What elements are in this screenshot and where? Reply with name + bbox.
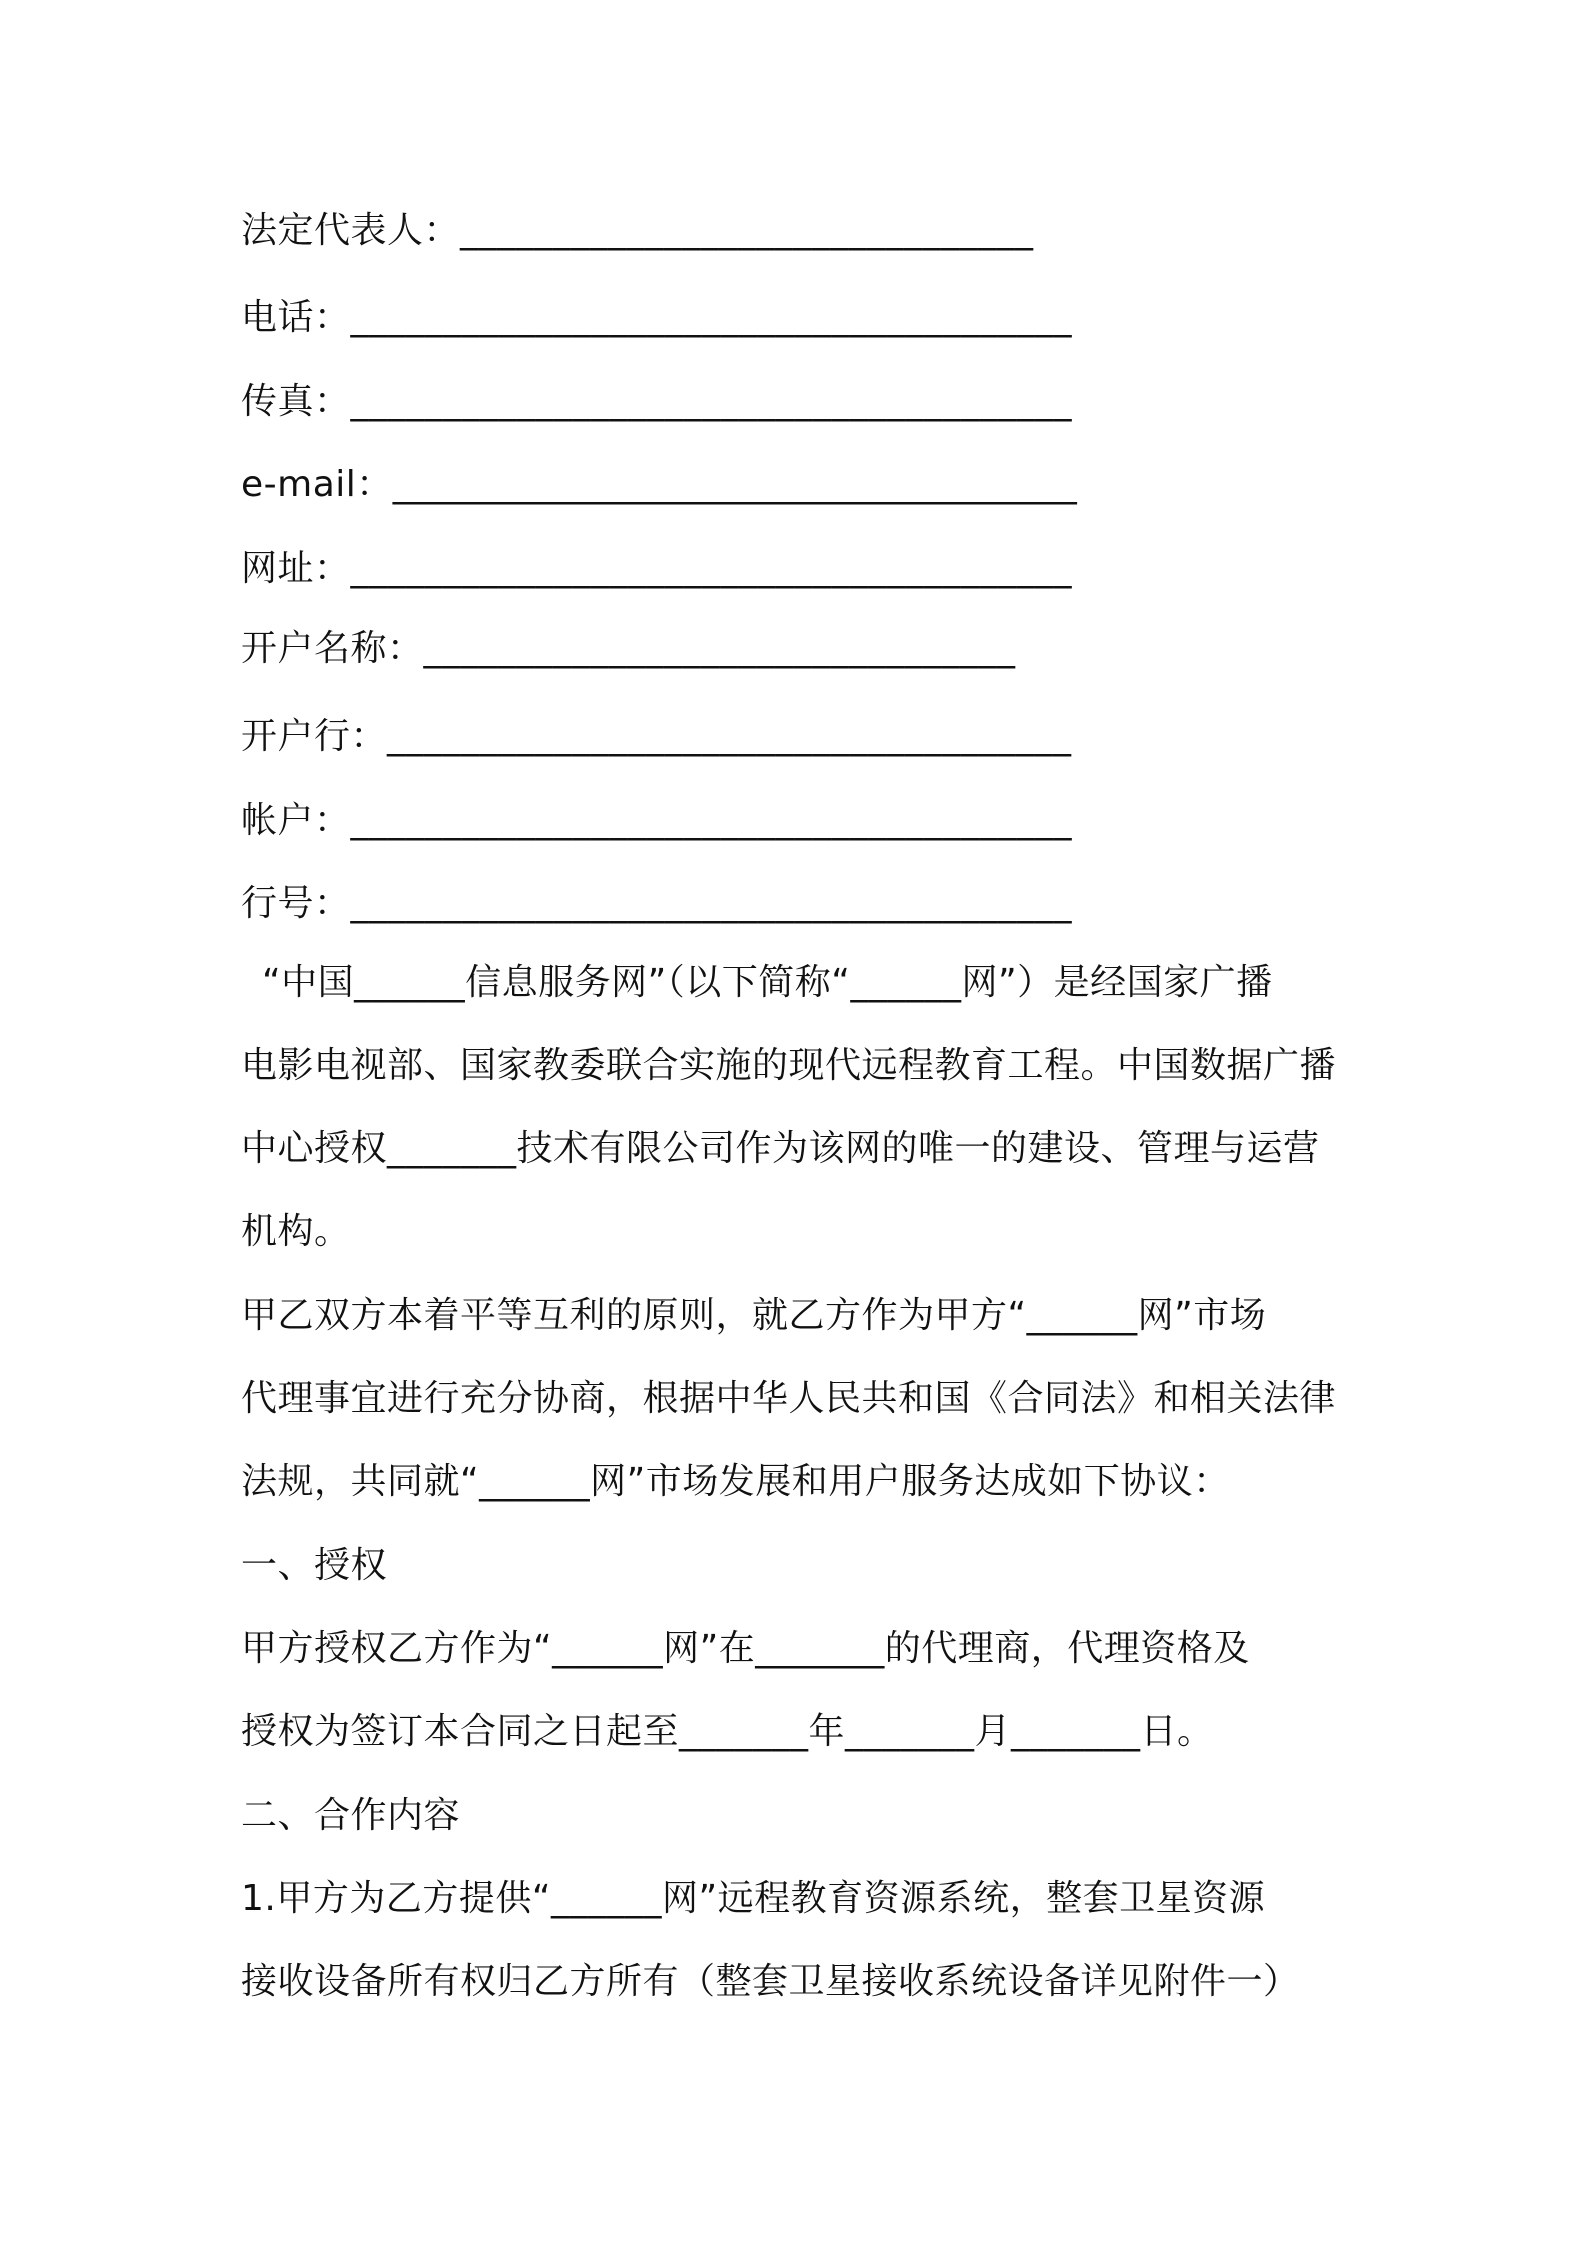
field-phone — [241, 293, 1361, 343]
section-2-line-1: 1.甲方为乙方提供“______网”远程教育资源系统，整套卫星资源 — [241, 1878, 1266, 1919]
field-legal-representative — [241, 206, 1361, 256]
field-label: 开户行： — [241, 716, 388, 757]
intro-line-3: 中心授权_______技术有限公司作为该网的唯一的建设、管理与运营 — [241, 1128, 1320, 1169]
field-account — [241, 796, 1361, 846]
field-bank — [241, 712, 1361, 762]
section-2-heading: 二、合作内容 — [241, 1795, 461, 1836]
field-blank: _____________________________________ — [392, 464, 1078, 505]
field-blank: _______________________________________ — [350, 800, 1073, 841]
section-1-line-1: 甲方授权乙方作为“______网”在_______的代理商，代理资格及 — [241, 1628, 1250, 1669]
field-blank: ________________________________ — [423, 628, 1016, 669]
agreement-line-1: 甲乙双方本着平等互利的原则，就乙方作为甲方“______网”市场 — [241, 1295, 1267, 1336]
intro-line-2: 电影电视部、国家教委联合实施的现代远程教育工程。中国数据广播 — [241, 1045, 1337, 1086]
intro-line-4: 机构。 — [241, 1211, 351, 1252]
intro-line-1: “中国______信息服务网”（以下简称“______网”）是经国家广播 — [262, 962, 1273, 1003]
field-label: 网址： — [241, 548, 351, 589]
field-label: 法定代表人： — [241, 210, 461, 251]
field-label: e-mail： — [241, 464, 393, 505]
field-fax — [241, 377, 1361, 427]
agreement-line-3: 法规，共同就“______网”市场发展和用户服务达成如下协议： — [241, 1461, 1230, 1502]
field-email — [241, 460, 1361, 510]
field-label: 帐户： — [241, 800, 351, 841]
field-label: 行号： — [241, 883, 351, 924]
field-label: 电话： — [241, 297, 351, 338]
agreement-line-2: 代理事宜进行充分协商，根据中华人民共和国《合同法》和相关法律 — [241, 1378, 1337, 1419]
field-blank: _______________________________________ — [350, 381, 1073, 422]
field-label: 开户名称： — [241, 628, 424, 669]
field-website — [241, 544, 1361, 594]
field-blank: _______________________________ — [460, 210, 1034, 251]
field-label: 传真： — [241, 381, 351, 422]
field-account-name — [241, 624, 1361, 674]
section-1-heading: 一、授权 — [241, 1545, 388, 1586]
field-blank: _______________________________________ — [350, 297, 1073, 338]
field-blank: _______________________________________ — [350, 883, 1073, 924]
field-blank: _______________________________________ — [350, 548, 1073, 589]
field-blank: _____________________________________ — [387, 716, 1072, 757]
section-1-line-2: 授权为签订本合同之日起至_______年_______月_______日。 — [241, 1711, 1214, 1752]
section-2-line-2: 接收设备所有权归乙方所有（整套卫星接收系统设备详见附件一） — [241, 1961, 1300, 2002]
field-bank-code — [241, 879, 1361, 929]
